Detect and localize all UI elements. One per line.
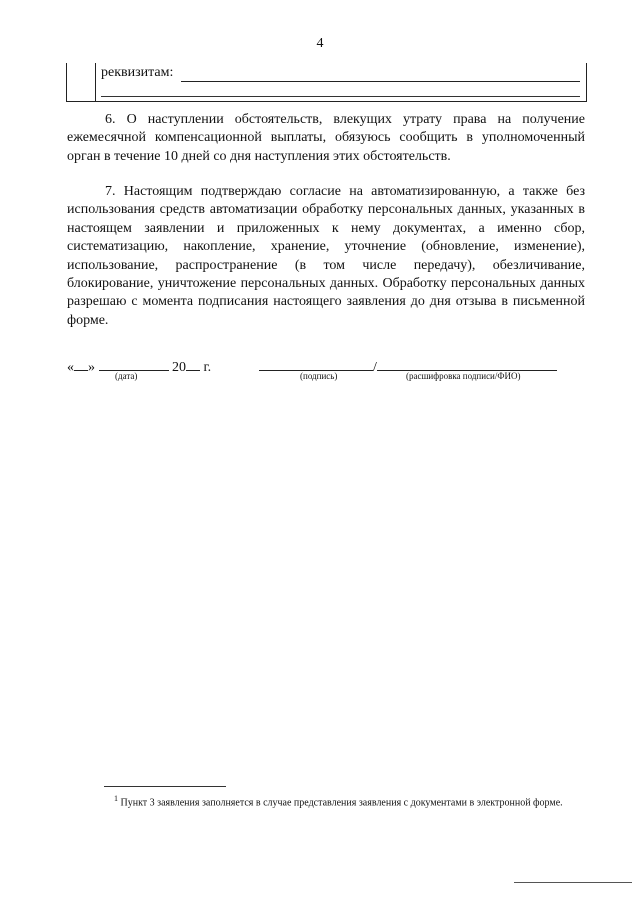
bottom-rule [514,882,632,883]
requisites-fill-line [181,81,580,82]
paragraph-6-text: О наступлении обстоятельств, влекущих утрату права на получение ежемесячной компенсационной выплаты, обязуюсь сообщить в уполномоченный орган в течение 10 дней со дня наступления этих обстоятельств. [67,112,586,164]
requisites-table [66,63,587,102]
requisites-fill-line-2 [101,96,580,97]
footnote-mark: 1 [114,794,118,803]
date-field [67,356,211,376]
date-caption: (дата) [115,371,138,381]
page-number: 4 [316,36,324,51]
signature-caption: (подпись) [300,371,338,381]
quote-close: » [88,360,95,375]
paragraph-7 [67,183,585,330]
paragraph-7-number: 7. [105,184,116,199]
paragraph-6 [67,111,585,166]
requisites-label: реквизитам: [101,65,174,80]
table-column-divider [95,63,96,101]
day-blank [74,356,88,371]
quote-open: « [67,360,74,375]
footnote-separator [104,786,226,787]
signature-slash: / [373,360,377,375]
month-blank [99,356,169,371]
footnote-text: Пункт 3 заявления заполняется в случае представления заявления с документами в электронной форме. [120,797,563,809]
signature-blank [259,356,373,371]
name-decoding-blank [377,356,557,371]
year-suffix: г. [203,360,212,375]
paragraph-6-number: 6. [105,112,116,127]
footnote [104,791,586,811]
paragraph-7-text: Настоящим подтверждаю согласие на автоматизированную, а также без использования средств автоматизации обработку персональных данных, указанных в настоящем заявлении и приложенных к нему документах, а именно сбор, систематизацию, накопление, хранение, уточнение (обновление, изменение), использование, распространение (в том числе передачу), обезличивание, блокирование, уничтожение персональных данных. Обработку персональных данных разрешаю с момента подписания настоящего заявления до дня отзыва в письменной форме. [67,184,586,328]
decoding-caption: (расшифровка подписи/ФИО) [406,371,521,381]
year-prefix: 20 [172,360,186,375]
year-blank [186,356,200,371]
